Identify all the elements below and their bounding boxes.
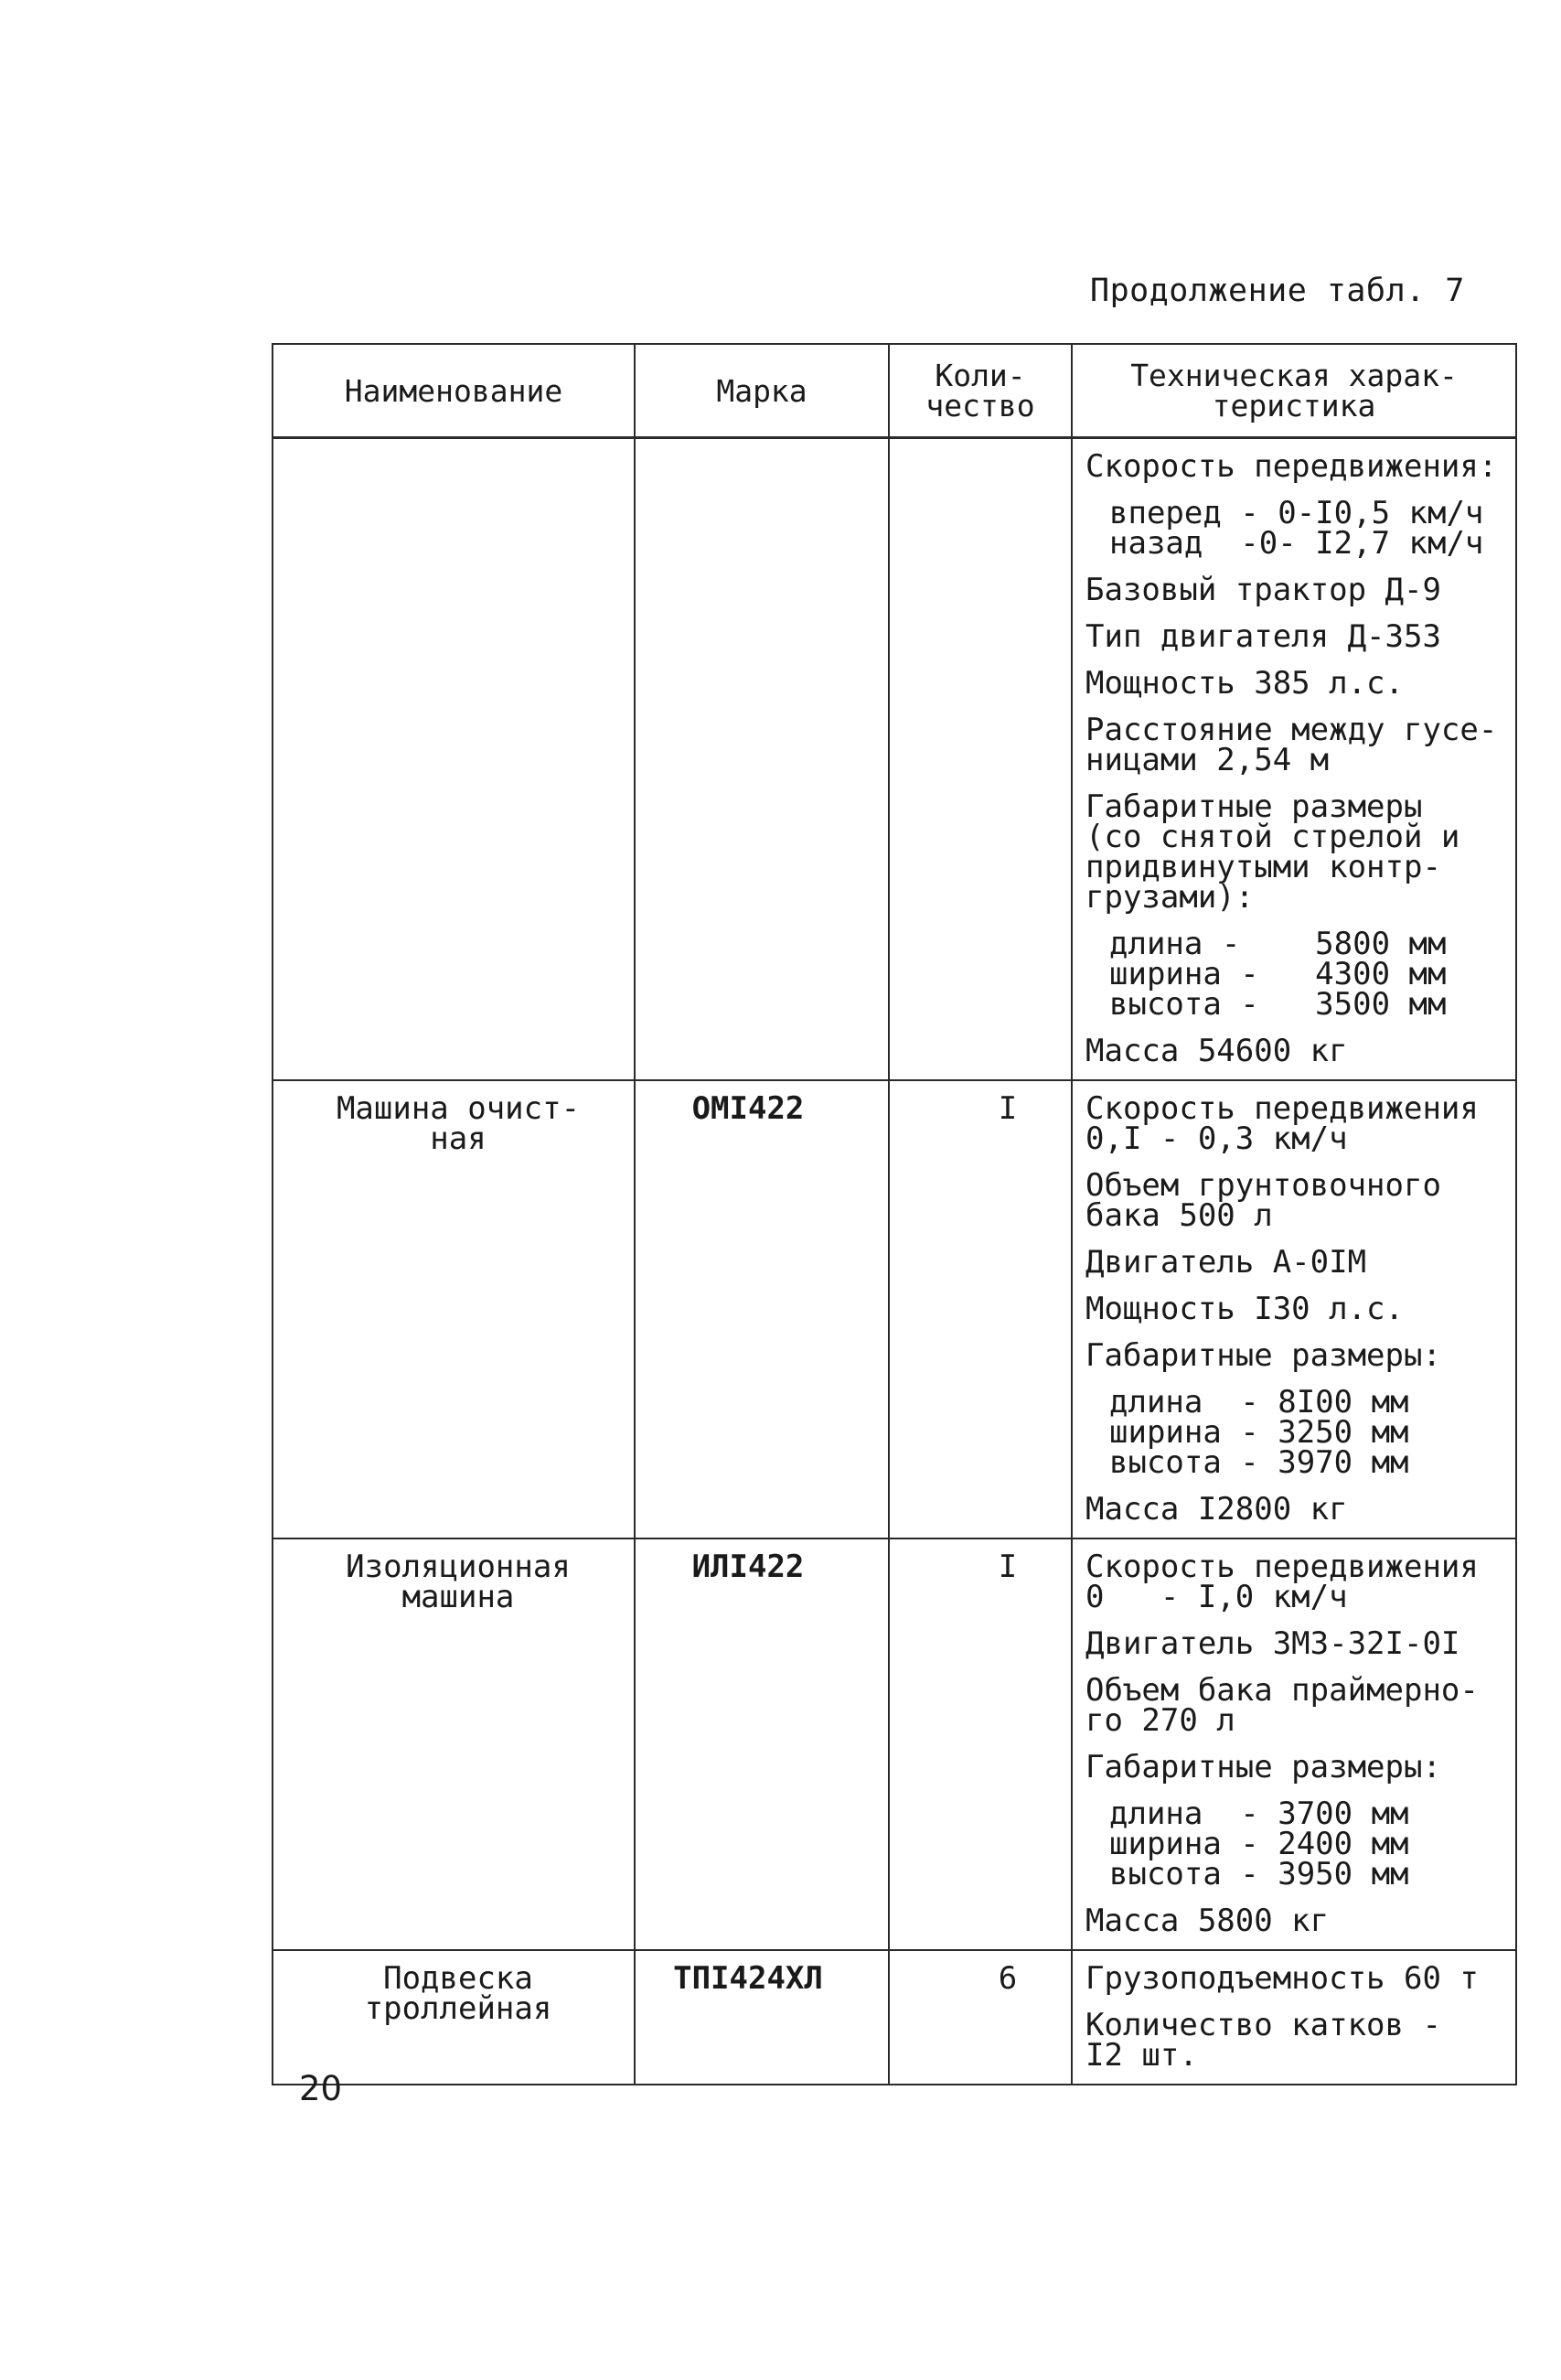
cell-quantity — [889, 438, 1072, 1081]
cell-name — [273, 1080, 635, 1538]
cell-quantity-text: 6 — [998, 1960, 1018, 1997]
cell-name — [273, 1950, 635, 2085]
cell-mark-text: ТПI424ХЛ — [673, 1960, 823, 1997]
characteristic-item: длина - 5800 мм ширина - 4300 мм высота - 3500 мм — [1109, 926, 1447, 1023]
table-row — [273, 1950, 1516, 2085]
equipment-table — [272, 343, 1517, 2085]
characteristic-item: Мощность I30 л.с. — [1085, 1291, 1404, 1327]
cell-quantity-text: I — [998, 1090, 1018, 1127]
characteristic-item: Масса I2800 кг — [1085, 1491, 1348, 1528]
characteristics-list — [1073, 439, 1515, 1079]
cell-quantity-text: I — [998, 1549, 1018, 1585]
cell-name — [273, 438, 635, 1081]
cell-name-text: Изоляционная машина — [346, 1549, 571, 1615]
characteristic-item: Двигатель ЗМЗ-32I-0I — [1085, 1625, 1460, 1662]
characteristic-item: Грузоподъемность 60 т — [1085, 1960, 1479, 1997]
cell-name-text — [273, 439, 634, 452]
cell-mark — [635, 1538, 889, 1950]
cell-quantity — [889, 1538, 1072, 1950]
characteristic-item: Тип двигателя Д-353 — [1085, 618, 1441, 655]
header-mark: Марка — [635, 344, 889, 438]
characteristic-item: Габаритные размеры (со снятой стрелой и придвинутыми контр- грузами): — [1085, 788, 1460, 916]
cell-name-text: Подвеска троллейная — [364, 1960, 552, 2027]
table-body — [273, 438, 1516, 2085]
header-characteristics: Техническая харак- теристика — [1072, 344, 1516, 438]
characteristic-item: Расстояние между гусе- ницами 2,54 м — [1085, 712, 1498, 778]
header-qty: Коли- чество — [889, 344, 1072, 438]
cell-characteristics — [1072, 1538, 1516, 1950]
cell-mark-text — [636, 439, 888, 452]
characteristics-list — [1073, 1539, 1515, 1949]
characteristic-item: Объем грунтовочного бака 500 л — [1085, 1167, 1441, 1234]
table-continuation-label: Продолжение табл. 7 — [1090, 273, 1465, 309]
characteristic-item: длина - 3700 мм ширина - 2400 мм высота - 3950 мм — [1109, 1796, 1409, 1892]
table-row — [273, 438, 1516, 1081]
characteristic-item: длина - 8I00 мм ширина - 3250 мм высота - 3970 мм — [1109, 1384, 1409, 1481]
characteristic-item: Масса 5800 кг — [1085, 1903, 1330, 1939]
cell-mark — [635, 1080, 889, 1538]
cell-quantity — [889, 1080, 1072, 1538]
cell-name — [273, 1538, 635, 1950]
header-name: Наименование — [273, 344, 635, 438]
table-row — [273, 1080, 1516, 1538]
cell-mark-text: ИЛI422 — [691, 1549, 805, 1585]
characteristics-list — [1073, 1951, 1515, 2084]
cell-name-text: Машина очист- ная — [336, 1090, 581, 1157]
cell-characteristics — [1072, 1950, 1516, 2085]
cell-characteristics — [1072, 1080, 1516, 1538]
table-row — [273, 1538, 1516, 1950]
characteristic-item: Количество катков - I2 шт. — [1085, 2007, 1441, 2074]
table-header-row — [273, 344, 1516, 438]
characteristic-item: Скорость передвижения: — [1085, 448, 1498, 485]
characteristic-item: Базовый трактор Д-9 — [1085, 572, 1441, 608]
cell-characteristics — [1072, 438, 1516, 1081]
characteristic-item: Скорость передвижения 0,I - 0,3 км/ч — [1085, 1090, 1479, 1157]
characteristic-item: Объем бака праймерно- го 270 л — [1085, 1672, 1479, 1739]
characteristic-item: вперед - 0-I0,5 км/ч назад -0- I2,7 км/ч — [1109, 495, 1484, 562]
characteristic-item: Габаритные размеры: — [1085, 1337, 1441, 1374]
characteristic-item: Скорость передвижения 0 - I,0 км/ч — [1085, 1549, 1479, 1615]
cell-quantity-text — [890, 439, 1071, 452]
characteristic-item: Двигатель А-0IМ — [1085, 1244, 1367, 1281]
characteristic-item: Габаритные размеры: — [1085, 1749, 1441, 1785]
cell-mark — [635, 1950, 889, 2085]
characteristic-item: Масса 54600 кг — [1085, 1033, 1348, 1069]
cell-quantity — [889, 1950, 1072, 2085]
page-number: 20 — [299, 2069, 343, 2108]
cell-mark-text: ОМI422 — [691, 1090, 805, 1127]
characteristics-list — [1073, 1081, 1515, 1538]
characteristic-item: Мощность 385 л.с. — [1085, 665, 1404, 702]
cell-mark — [635, 438, 889, 1081]
